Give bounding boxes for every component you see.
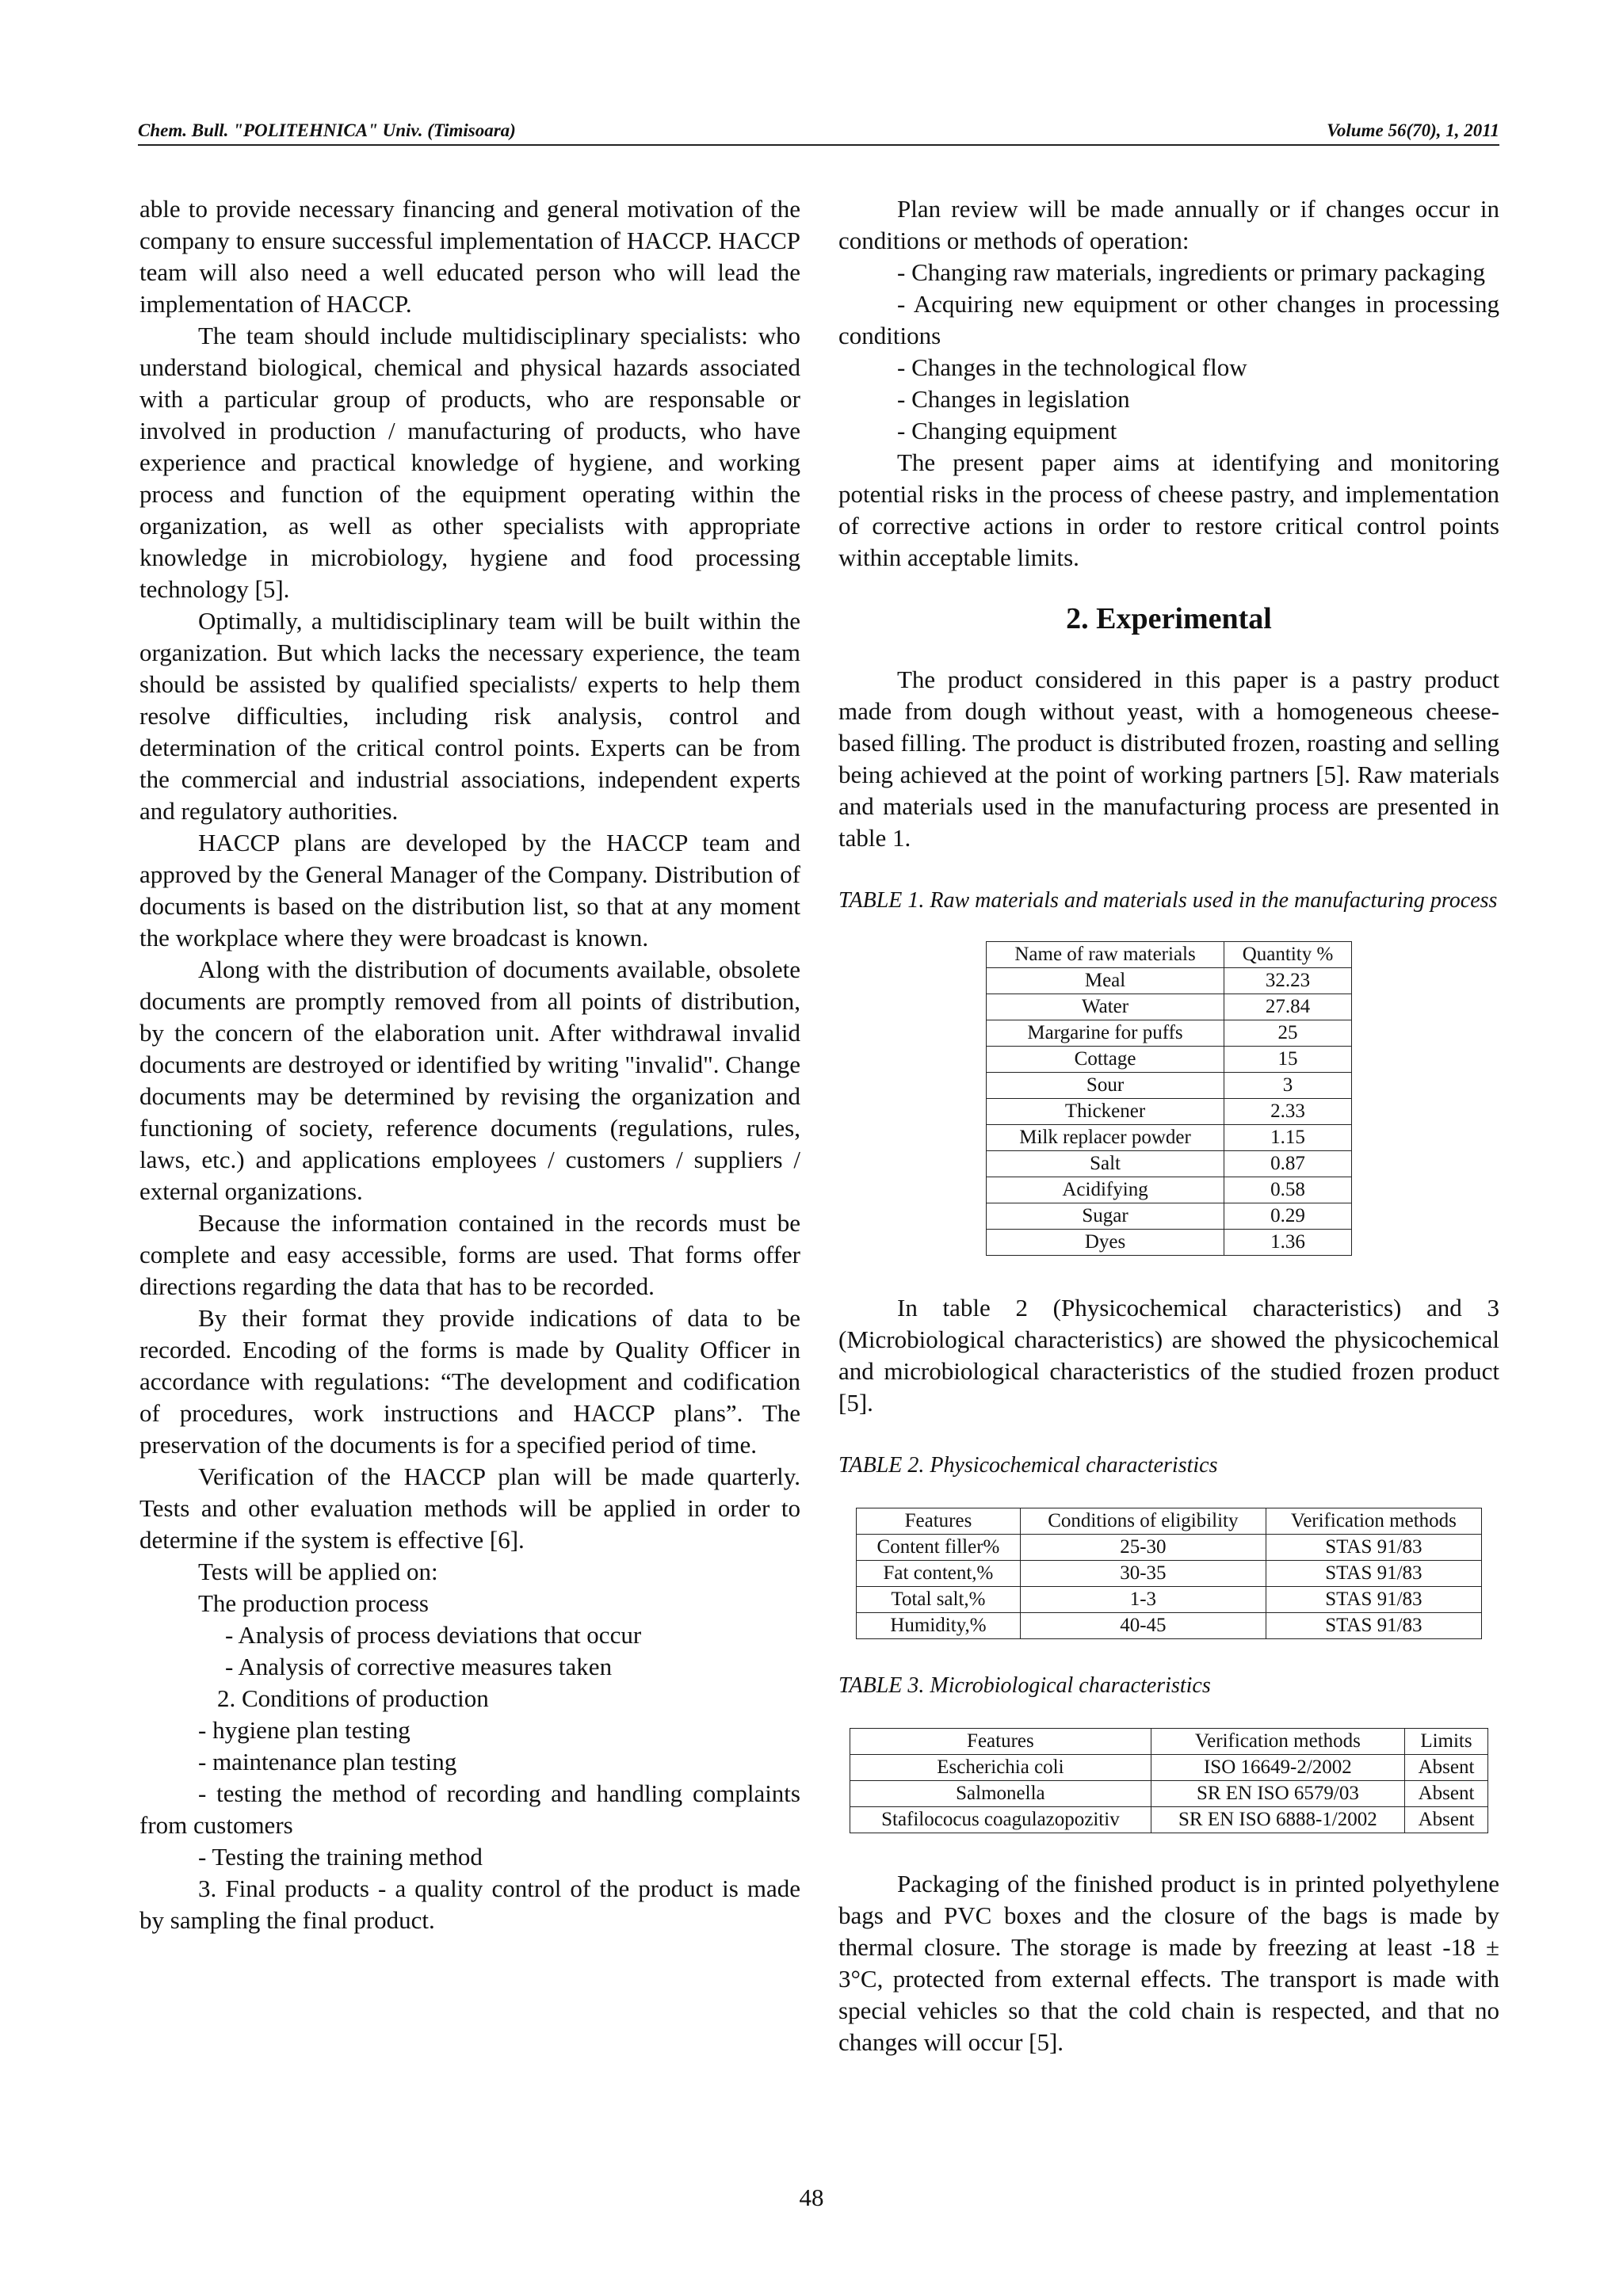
right-column [838, 193, 1499, 2058]
paragraph: Because the information contained in the records must be complete and easy accessible, forms are used. That forms offer directions regarding the data that has to be recorded. [139, 1209, 800, 1300]
table-cell: Cottage [987, 1047, 1224, 1073]
table-cell: Absent [1404, 1755, 1487, 1781]
table-cell: STAS 91/83 [1266, 1561, 1481, 1587]
table-cell: Salmonella [850, 1781, 1151, 1807]
paragraph: The product considered in this paper is a pastry product made from dough without yeast, with a homogeneous cheese-based filling. The product is distributed frozen, roasting and selling being achieved at the point of working partners [5]. Raw materials and materials used in the manufacturing process are presented in table 1. [838, 666, 1499, 852]
table-cell: 1-3 [1020, 1587, 1266, 1613]
table-cell: Sugar [987, 1203, 1224, 1230]
paragraph: Plan review will be made annually or if changes occur in conditions or methods of operation: [838, 195, 1499, 254]
table-header-row [987, 942, 1352, 968]
table-row [987, 994, 1352, 1020]
volume-info: Volume 56(70), 1, 2011 [1327, 120, 1499, 140]
table-row [987, 1177, 1352, 1203]
table-cell: 2.33 [1224, 1099, 1352, 1125]
table-cell: ISO 16649-2/2002 [1151, 1755, 1404, 1781]
table-cell: Thickener [987, 1099, 1224, 1125]
table-cell: Stafilococus coagulazopozitiv [850, 1807, 1151, 1833]
table-row [987, 968, 1352, 994]
list-line: - Changes in legislation [897, 385, 1130, 413]
table-row [857, 1613, 1482, 1639]
table-row [987, 1047, 1352, 1073]
paragraph: Along with the distribution of documents available, obsolete documents are promptly removed from all points of distribution, by the concern of the elaboration unit. After withdrawal invalid documents are destroyed or identified by writing "invalid". Change documents may be determined by revising the organization and functioning of society, reference documents (regulations, rules, laws, etc.) and applications employees / customers / suppliers / external organizations. [139, 955, 800, 1205]
list-line: - Changing raw materials, ingredients or primary packaging [897, 258, 1486, 286]
table-cell: Total salt,% [857, 1587, 1021, 1613]
section-heading: 2. Experimental [1066, 602, 1272, 635]
list-line: - hygiene plan testing [198, 1716, 411, 1744]
table-header-cell: Name of raw materials [987, 942, 1224, 968]
list-line: 2. Conditions of production [217, 1684, 489, 1712]
table-cell: 1.36 [1224, 1230, 1352, 1256]
paragraph: By their format they provide indications of data to be recorded. Encoding of the forms is made by Quality Officer in accordance with regulations: “The development and codification of procedures, work instructions and HACCP plans”. The preservation of the documents is for a specified period of time. [139, 1304, 800, 1459]
table-header-cell: Verification methods [1151, 1729, 1404, 1755]
table-row [987, 1099, 1352, 1125]
paragraph: The team should include multidisciplinary specialists: who understand biological, chemical and physical hazards associated with a particular group of products, who are responsable or involved in production / manufacturing of products, who have experience and practical knowledge of hygiene, and working process and function of the equipment operating within the organization, as well as other specialists with appropriate knowledge in microbiology, hygiene and food processing technology [5]. [139, 322, 800, 603]
table-header-row [857, 1508, 1482, 1535]
raw-materials-table [986, 941, 1352, 1256]
table-cell: 30-35 [1020, 1561, 1266, 1587]
table-cell: Absent [1404, 1781, 1487, 1807]
list-line: - Changes in the technological flow [897, 353, 1247, 381]
paragraph: In table 2 (Physicochemical characteristics) and 3 (Microbiological characteristics) are showed the physicochemical and microbiological characteristics of the studied frozen product [5]. [838, 1294, 1499, 1417]
table-cell: Margarine for puffs [987, 1020, 1224, 1047]
paragraph: Optimally, a multidisciplinary team will be built within the organization. But which lacks the necessary experience, the team should be assisted by qualified specialists/ experts to help them resolve difficulties, including risk analysis, control and determination of the critical control points. Experts can be from the commercial and industrial associations, independent experts and regulatory authorities. [139, 607, 800, 825]
table-cell: 0.29 [1224, 1203, 1352, 1230]
journal-title: Chem. Bull. "POLITEHNICA" Univ. (Timisoara) [138, 120, 516, 140]
table-cell: Escherichia coli [850, 1755, 1151, 1781]
table-row [857, 1587, 1482, 1613]
paragraph: Verification of the HACCP plan will be made quarterly. Tests and other evaluation methods will be applied in order to determine if the system is effective [6]. [139, 1463, 800, 1554]
table-cell: 32.23 [1224, 968, 1352, 994]
physicochemical-table [856, 1508, 1482, 1639]
table-cell: Salt [987, 1151, 1224, 1177]
table-cell: Dyes [987, 1230, 1224, 1256]
table-header-row [850, 1729, 1488, 1755]
table-cell: 25-30 [1020, 1535, 1266, 1561]
list-line: - Acquiring new equipment or other changes in processing conditions [838, 290, 1499, 349]
table-header-cell: Verification methods [1266, 1508, 1481, 1535]
table-row [850, 1755, 1488, 1781]
table-caption: TABLE 3. Microbiological characteristics [838, 1673, 1211, 1698]
list-line: The production process [198, 1589, 429, 1617]
table-row [987, 1020, 1352, 1047]
table-row [857, 1535, 1482, 1561]
list-line: - Changing equipment [897, 417, 1117, 444]
table-row [857, 1561, 1482, 1587]
table-header-cell: Conditions of eligibility [1020, 1508, 1266, 1535]
list-line: - Analysis of corrective measures taken [225, 1653, 613, 1680]
list-line: - Analysis of process deviations that occur [225, 1621, 642, 1649]
table-cell: Acidifying [987, 1177, 1224, 1203]
table-cell: SR EN ISO 6579/03 [1151, 1781, 1404, 1807]
list-line: 3. Final products - a quality control of the product is made by sampling the final product. [139, 1875, 800, 1934]
running-header [138, 120, 1499, 146]
table-cell: STAS 91/83 [1266, 1535, 1481, 1561]
table-row [987, 1151, 1352, 1177]
table-cell: Milk replacer powder [987, 1125, 1224, 1151]
table-header-cell: Features [850, 1729, 1151, 1755]
table-cell: Fat content,% [857, 1561, 1021, 1587]
table-cell: STAS 91/83 [1266, 1613, 1481, 1639]
table-cell: 3 [1224, 1073, 1352, 1099]
table-header-cell: Quantity % [1224, 942, 1352, 968]
table-cell: Content filler% [857, 1535, 1021, 1561]
paragraph: The present paper aims at identifying and monitoring potential risks in the process of cheese pastry, and implementation of corrective actions in order to restore critical control points within acceptable limits. [838, 448, 1499, 571]
table-header-cell: Limits [1404, 1729, 1487, 1755]
table-cell: Humidity,% [857, 1613, 1021, 1639]
table-cell: 0.87 [1224, 1151, 1352, 1177]
left-column [139, 193, 800, 1936]
table-row [987, 1203, 1352, 1230]
table-cell: Meal [987, 968, 1224, 994]
table-caption: TABLE 1. Raw materials and materials used in the manufacturing process [838, 888, 1498, 913]
list-line: - testing the method of recording and handling complaints from customers [139, 1779, 800, 1839]
table-cell: 1.15 [1224, 1125, 1352, 1151]
table-cell: 15 [1224, 1047, 1352, 1073]
table-cell: Absent [1404, 1807, 1487, 1833]
table-cell: 0.58 [1224, 1177, 1352, 1203]
table-cell: Sour [987, 1073, 1224, 1099]
microbiological-table [850, 1728, 1488, 1833]
table-cell: 27.84 [1224, 994, 1352, 1020]
list-line: - maintenance plan testing [198, 1748, 457, 1775]
list-line: Tests will be applied on: [198, 1558, 438, 1585]
table-row [987, 1125, 1352, 1151]
table-row [850, 1781, 1488, 1807]
table-caption: TABLE 2. Physicochemical characteristics [838, 1453, 1218, 1478]
list-line: - Testing the training method [198, 1843, 483, 1871]
page-number: 48 [799, 2183, 824, 2211]
table-row [987, 1073, 1352, 1099]
table-cell: 40-45 [1020, 1613, 1266, 1639]
table-row [850, 1807, 1488, 1833]
table-header-cell: Features [857, 1508, 1021, 1535]
paragraph: able to provide necessary financing and general motivation of the company to ensure successful implementation of HACCP. HACCP team will also need a well educated person who will lead the implementation of HACCP. [139, 195, 800, 318]
paragraph: HACCP plans are developed by the HACCP team and approved by the General Manager of the Company. Distribution of documents is based on the distribution list, so that at any moment the workplace where they were broadcast is known. [139, 829, 800, 952]
table-row [987, 1230, 1352, 1256]
table-cell: Water [987, 994, 1224, 1020]
table-cell: STAS 91/83 [1266, 1587, 1481, 1613]
paragraph: Packaging of the finished product is in printed polyethylene bags and PVC boxes and the closure of the bags is made by thermal closure. The storage is made by freezing at least -18 ± 3°C, protected from external effects. The transport is made with special vehicles so that the cold chain is respected, and that no changes will occur [5]. [838, 1870, 1499, 2056]
table-cell: 25 [1224, 1020, 1352, 1047]
table-cell: SR EN ISO 6888-1/2002 [1151, 1807, 1404, 1833]
